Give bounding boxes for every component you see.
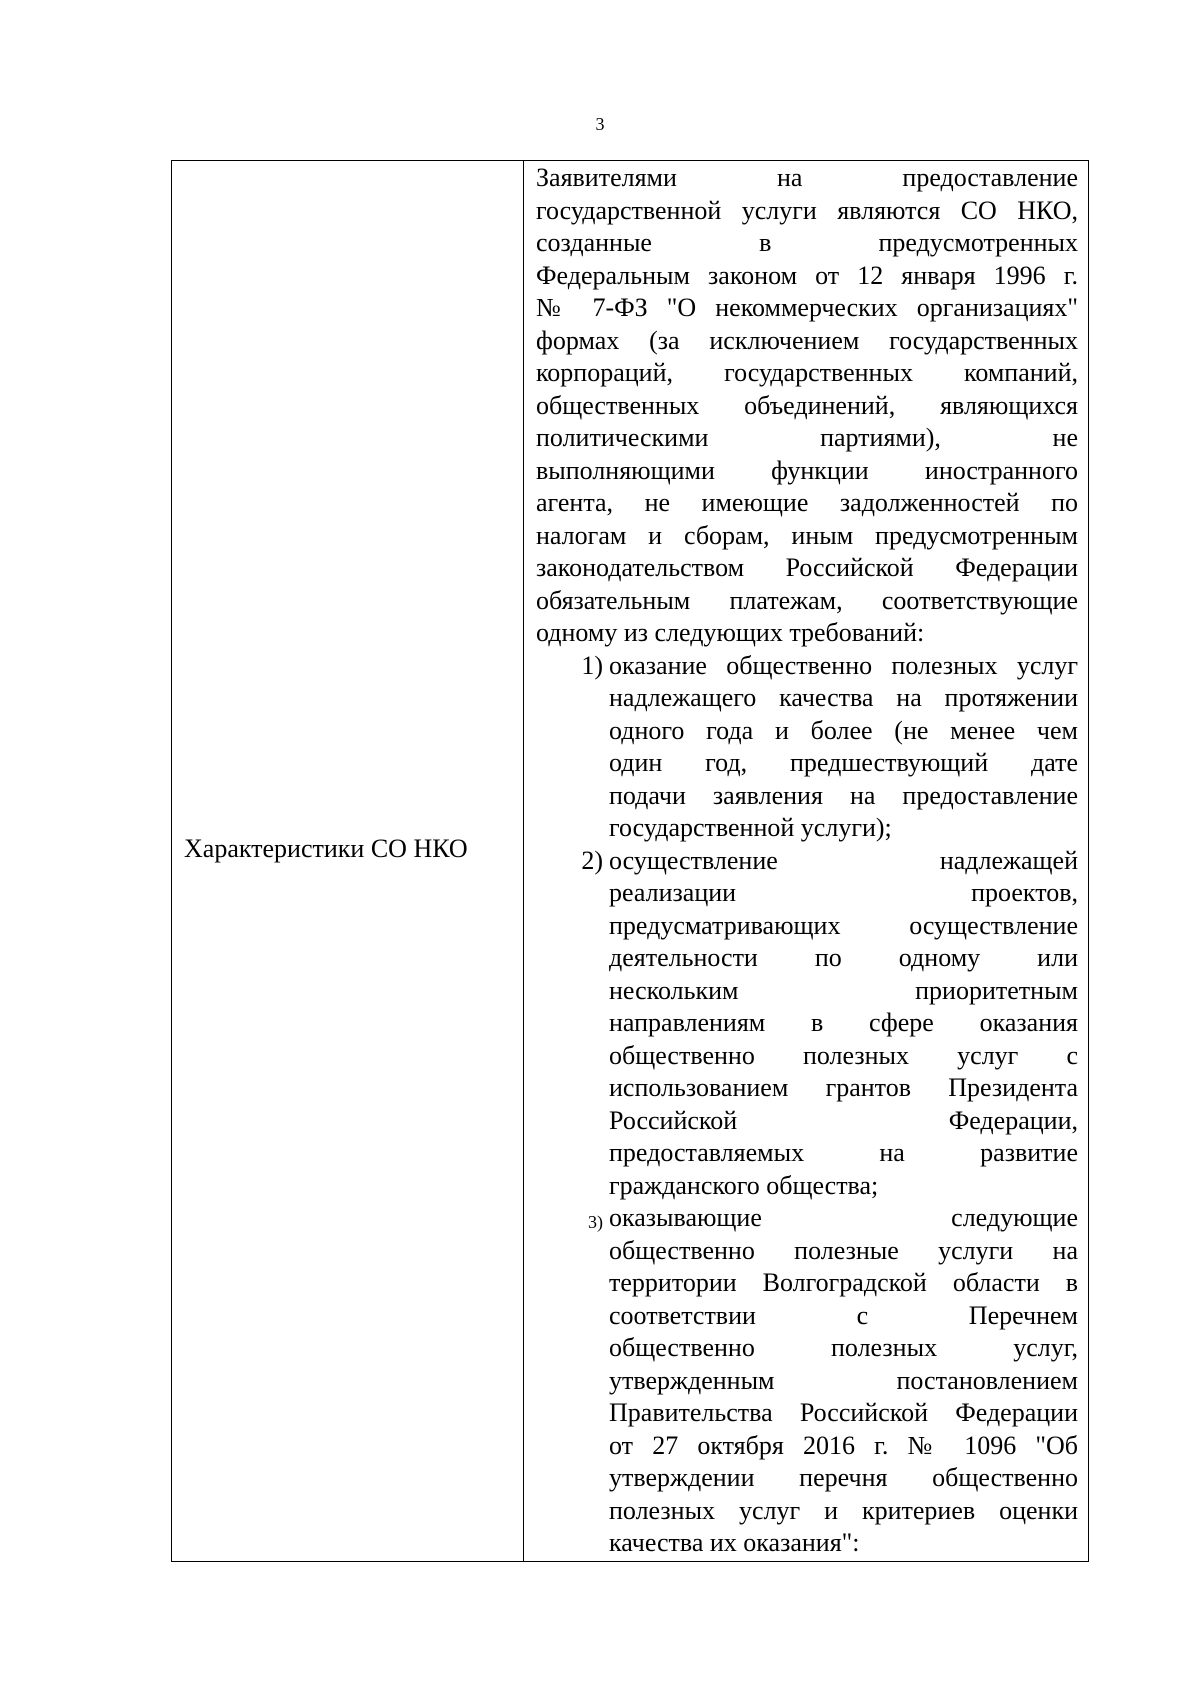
text-line: предоставляемых на развитие [609, 1138, 1078, 1167]
text-line: Правительства Российской Федерации [609, 1398, 1078, 1427]
text-line: от 27 октября 2016 г. № 1096 "Об [609, 1430, 1078, 1460]
text-line: выполняющими функции иностранного [536, 455, 1078, 485]
text-line: агента, не имеющие задолженностей по [536, 488, 1078, 517]
text-line: соответствии с Перечнем [609, 1300, 1078, 1330]
text-line: корпораций, государственных компаний, [536, 358, 1078, 387]
table-content-cell [524, 161, 1088, 1561]
text-line: обязательным платежам, соответствующие [536, 585, 1078, 615]
text-line: Российской Федерации, [609, 1105, 1078, 1135]
text-line: подачи заявления на предоставление [609, 780, 1078, 810]
text-line: направлениям в сфере оказания [609, 1008, 1078, 1037]
text-line: утвержденным постановлением [609, 1365, 1078, 1395]
text-line: один год, предшествующий дате [609, 748, 1078, 777]
list-item-number: 1) [581, 650, 603, 680]
list-item-number: 2) [581, 845, 603, 875]
text-line: № 7-ФЗ "О некоммерческих организациях" [536, 293, 1078, 322]
list-item-text [609, 650, 1078, 845]
text-line: Заявителями на предоставление [536, 163, 1078, 192]
text-line: налогам и сборам, иным предусмотренным [536, 520, 1078, 550]
intro-paragraph [536, 162, 1078, 650]
text-line: одного года и более (не менее чем [609, 715, 1078, 745]
text-line: качества их оказания": [609, 1528, 860, 1557]
text-line: деятельности по одному или [609, 943, 1078, 972]
text-line: общественно полезных услуг, [609, 1333, 1078, 1362]
text-line: политическими партиями), не [536, 423, 1078, 452]
text-line: использованием грантов Президента [609, 1073, 1078, 1102]
text-line: государственной услуги); [609, 813, 892, 842]
text-line: осуществление надлежащей [609, 845, 1078, 875]
text-line: одному из следующих требований: [536, 618, 925, 647]
text-line: формах (за исключением государственных [536, 325, 1078, 355]
list-item [536, 650, 1078, 845]
text-line: полезных услуг и критериев оценки [609, 1495, 1078, 1525]
text-line: общественно полезных услуг с [609, 1040, 1078, 1070]
characteristics-table [171, 160, 1089, 1562]
list-item-number: 3) [588, 1212, 603, 1232]
text-line: созданные в предусмотренных [536, 228, 1078, 257]
list-item [536, 845, 1078, 1203]
list-item-text [609, 1202, 1078, 1560]
list-item [536, 1202, 1078, 1560]
text-line: надлежащего качества на протяжении [609, 683, 1078, 712]
text-line: оказывающие следующие [609, 1203, 1078, 1232]
text-line: предусматривающих осуществление [609, 910, 1078, 940]
text-line: общественно полезные услуги на [609, 1235, 1078, 1265]
row-label: Характеристики СО НКО [184, 833, 468, 863]
text-line: территории Волгоградской области в [609, 1268, 1078, 1297]
text-line: нескольким приоритетным [609, 975, 1078, 1005]
text-line: оказание общественно полезных услуг [609, 650, 1078, 680]
list-item-text [609, 845, 1078, 1203]
text-line: Федеральным законом от 12 января 1996 г. [536, 260, 1078, 290]
text-line: гражданского общества; [609, 1170, 879, 1200]
text-line: реализации проектов, [609, 878, 1078, 907]
text-line: утверждении перечня общественно [609, 1463, 1078, 1492]
text-line: общественных объединений, являющихся [536, 390, 1078, 420]
text-line: законодательством Российской Федерации [536, 553, 1078, 582]
text-line: государственной услуги являются СО НКО, [536, 195, 1078, 225]
table-label-cell [172, 161, 524, 1561]
page-number: 3 [595, 114, 605, 134]
